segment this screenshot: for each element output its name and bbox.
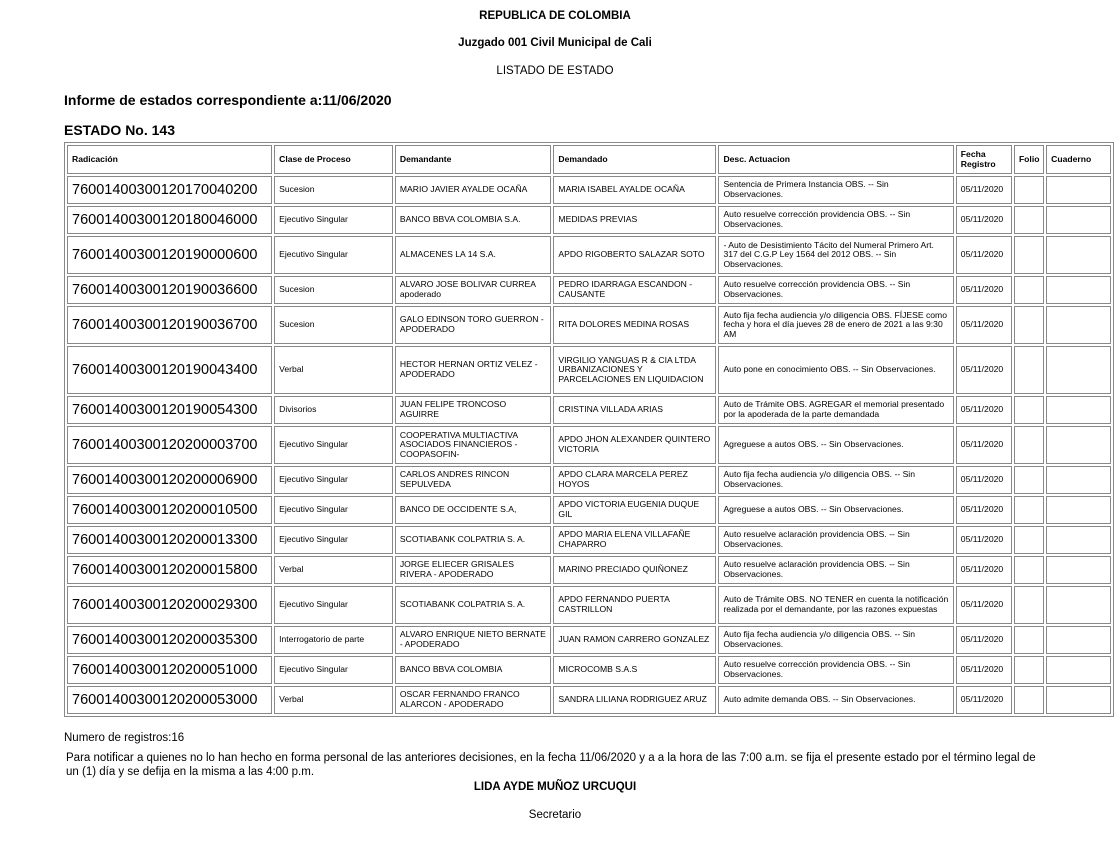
cell-folio: [1014, 656, 1044, 684]
cell-fecha: 05/11/2020: [956, 206, 1012, 234]
cell-demandante: COOPERATIVA MULTIACTIVA ASOCIADOS FINANCIEROS - COOPASOFIN-: [395, 426, 552, 464]
notificacion-text: Para notificar a quienes no lo han hecho en forma personal de las anteriores decisiones, en la fecha 11/06/2020 y a a la hora de las 7:00 a.m. se fija el presente estado por el término legal de un (1) día y se defija en la misma a las 4:00 p.m.: [66, 752, 1036, 778]
cell-folio: [1014, 306, 1044, 344]
cell-clase: Sucesion: [274, 306, 393, 344]
cell-fecha: 05/11/2020: [956, 396, 1012, 424]
table-row: [67, 276, 1111, 304]
cell-actuacion: Auto fija fecha audiencia y/o diligencia OBS. -- Sin Observaciones.: [718, 626, 953, 654]
cell-clase: Sucesion: [274, 176, 393, 204]
cell-demandado: MICROCOMB S.A.S: [553, 656, 716, 684]
cell-demandado: APDO RIGOBERTO SALAZAR SOTO: [553, 236, 716, 274]
cell-demandante: MARIO JAVIER AYALDE OCAÑA: [395, 176, 552, 204]
cell-clase: Ejecutivo Singular: [274, 496, 393, 524]
cell-folio: [1014, 346, 1044, 394]
document-header-republica: REPUBLICA DE COLOMBIA: [479, 10, 631, 22]
column-header-cuaderno: Cuaderno: [1046, 145, 1111, 174]
cell-demandante: JORGE ELIECER GRISALES RIVERA - APODERADO: [395, 556, 552, 584]
document-header-listado: LISTADO DE ESTADO: [496, 65, 614, 77]
cell-fecha: 05/11/2020: [956, 176, 1012, 204]
cell-radicacion: 76001400300120200051000: [67, 656, 272, 684]
table-row: [67, 686, 1111, 714]
informe-title: Informe de estados correspondiente a:11/06/2020: [64, 92, 392, 108]
table-body: [67, 176, 1111, 714]
estados-table-container: [64, 142, 1092, 717]
column-header-actuacion: Desc. Actuacion: [718, 145, 953, 174]
estados-table: [64, 142, 1114, 717]
cell-folio: [1014, 236, 1044, 274]
cell-clase: Verbal: [274, 686, 393, 714]
cell-demandante: CARLOS ANDRES RINCON SEPULVEDA: [395, 466, 552, 494]
table-row: [67, 176, 1111, 204]
cell-demandado: PEDRO IDARRAGA ESCANDON - CAUSANTE: [553, 276, 716, 304]
cell-folio: [1014, 526, 1044, 554]
cell-demandante: SCOTIABANK COLPATRIA S. A.: [395, 586, 552, 624]
table-row: [67, 586, 1111, 624]
cell-demandante: ALVARO JOSE BOLIVAR CURREA apoderado: [395, 276, 552, 304]
table-header-row: [67, 145, 1111, 174]
cell-fecha: 05/11/2020: [956, 426, 1012, 464]
cell-demandado: JUAN RAMON CARRERO GONZALEZ: [553, 626, 716, 654]
cell-fecha: 05/11/2020: [956, 526, 1012, 554]
cell-actuacion: Auto de Trámite OBS. AGREGAR el memorial presentado por la apoderada de la parte demandada: [718, 396, 953, 424]
cell-radicacion: 76001400300120180046000: [67, 206, 272, 234]
table-row: [67, 346, 1111, 394]
cell-radicacion: 76001400300120200003700: [67, 426, 272, 464]
cell-actuacion: Auto fija fecha audiencia y/o diligencia OBS. FÍJESE como fecha y hora el día jueves 28 de enero de 2021 a las 9:30 AM: [718, 306, 953, 344]
cell-radicacion: 76001400300120190054300: [67, 396, 272, 424]
cell-folio: [1014, 426, 1044, 464]
cell-actuacion: Agreguese a autos OBS. -- Sin Observaciones.: [718, 426, 953, 464]
cell-radicacion: 76001400300120200053000: [67, 686, 272, 714]
cell-clase: Verbal: [274, 556, 393, 584]
cell-clase: Sucesion: [274, 276, 393, 304]
cell-demandado: APDO VICTORIA EUGENIA DUQUE GIL: [553, 496, 716, 524]
cell-demandado: MARINO PRECIADO QUIÑONEZ: [553, 556, 716, 584]
cell-actuacion: Auto pone en conocimiento OBS. -- Sin Observaciones.: [718, 346, 953, 394]
cell-radicacion: 76001400300120200015800: [67, 556, 272, 584]
cell-actuacion: Auto resuelve corrección providencia OBS. -- Sin Observaciones.: [718, 276, 953, 304]
cell-cuaderno: [1046, 686, 1111, 714]
cell-fecha: 05/11/2020: [956, 496, 1012, 524]
cell-cuaderno: [1046, 556, 1111, 584]
cell-cuaderno: [1046, 626, 1111, 654]
cell-actuacion: Auto resuelve corrección providencia OBS. -- Sin Observaciones.: [718, 206, 953, 234]
cell-clase: Ejecutivo Singular: [274, 656, 393, 684]
column-header-fecha: Fecha Registro: [956, 145, 1012, 174]
cell-demandante: ALVARO ENRIQUE NIETO BERNATE - APODERADO: [395, 626, 552, 654]
cell-folio: [1014, 276, 1044, 304]
cell-clase: Interrogatorio de parte: [274, 626, 393, 654]
table-row: [67, 556, 1111, 584]
cell-clase: Ejecutivo Singular: [274, 236, 393, 274]
cell-demandante: ALMACENES LA 14 S.A.: [395, 236, 552, 274]
table-row: [67, 306, 1111, 344]
cell-folio: [1014, 466, 1044, 494]
table-row: [67, 236, 1111, 274]
cell-demandado: APDO JHON ALEXANDER QUINTERO VICTORIA: [553, 426, 716, 464]
cell-demandante: BANCO DE OCCIDENTE S.A,: [395, 496, 552, 524]
cell-demandado: APDO CLARA MARCELA PEREZ HOYOS: [553, 466, 716, 494]
cell-cuaderno: [1046, 236, 1111, 274]
cell-cuaderno: [1046, 426, 1111, 464]
cell-cuaderno: [1046, 586, 1111, 624]
cell-radicacion: 76001400300120170040200: [67, 176, 272, 204]
column-header-radicacion: Radicación: [67, 145, 272, 174]
table-row: [67, 466, 1111, 494]
cell-fecha: 05/11/2020: [956, 556, 1012, 584]
cell-demandante: SCOTIABANK COLPATRIA S. A.: [395, 526, 552, 554]
cell-demandante: JUAN FELIPE TRONCOSO AGUIRRE: [395, 396, 552, 424]
cell-fecha: 05/11/2020: [956, 686, 1012, 714]
cell-demandado: APDO MARIA ELENA VILLAFAÑE CHAPARRO: [553, 526, 716, 554]
cell-actuacion: Agreguese a autos OBS. -- Sin Observaciones.: [718, 496, 953, 524]
table-row: [67, 426, 1111, 464]
cell-radicacion: 76001400300120200029300: [67, 586, 272, 624]
cell-radicacion: 76001400300120200013300: [67, 526, 272, 554]
cell-demandante: BANCO BBVA COLOMBIA S.A.: [395, 206, 552, 234]
cell-cuaderno: [1046, 656, 1111, 684]
cell-demandado: VIRGILIO YANGUAS R & CIA LTDA URBANIZACIONES Y PARCELACIONES EN LIQUIDACION: [553, 346, 716, 394]
column-header-clase: Clase de Proceso: [274, 145, 393, 174]
document-header-juzgado: Juzgado 001 Civil Municipal de Cali: [458, 37, 652, 49]
cell-demandado: RITA DOLORES MEDINA ROSAS: [553, 306, 716, 344]
cell-folio: [1014, 176, 1044, 204]
cell-fecha: 05/11/2020: [956, 466, 1012, 494]
table-row: [67, 496, 1111, 524]
cell-cuaderno: [1046, 496, 1111, 524]
cell-radicacion: 76001400300120190000600: [67, 236, 272, 274]
cell-radicacion: 76001400300120200035300: [67, 626, 272, 654]
cell-demandado: SANDRA LILIANA RODRIGUEZ ARUZ: [553, 686, 716, 714]
cell-actuacion: Auto resuelve aclaración providencia OBS. -- Sin Observaciones.: [718, 526, 953, 554]
cell-clase: Ejecutivo Singular: [274, 426, 393, 464]
cell-demandante: BANCO BBVA COLOMBIA: [395, 656, 552, 684]
cell-actuacion: Auto de Trámite OBS. NO TENER en cuenta la notificación realizada por el demandante, por las razones expuestas: [718, 586, 953, 624]
cell-clase: Ejecutivo Singular: [274, 586, 393, 624]
column-header-demandante: Demandante: [395, 145, 552, 174]
cell-demandado: CRISTINA VILLADA ARIAS: [553, 396, 716, 424]
cell-clase: Ejecutivo Singular: [274, 206, 393, 234]
firma-cargo: Secretario: [528, 809, 582, 821]
cell-folio: [1014, 586, 1044, 624]
cell-fecha: 05/11/2020: [956, 656, 1012, 684]
cell-fecha: 05/11/2020: [956, 346, 1012, 394]
cell-radicacion: 76001400300120190036600: [67, 276, 272, 304]
column-header-demandado: Demandado: [553, 145, 716, 174]
cell-clase: Divisorios: [274, 396, 393, 424]
cell-folio: [1014, 206, 1044, 234]
cell-demandante: GALO EDINSON TORO GUERRON - APODERADO: [395, 306, 552, 344]
table-row: [67, 526, 1111, 554]
cell-actuacion: Sentencia de Primera Instancia OBS. -- Sin Observaciones.: [718, 176, 953, 204]
cell-folio: [1014, 626, 1044, 654]
cell-folio: [1014, 496, 1044, 524]
cell-fecha: 05/11/2020: [956, 586, 1012, 624]
cell-clase: Ejecutivo Singular: [274, 466, 393, 494]
cell-clase: Ejecutivo Singular: [274, 526, 393, 554]
cell-radicacion: 76001400300120190043400: [67, 346, 272, 394]
cell-clase: Verbal: [274, 346, 393, 394]
cell-demandante: OSCAR FERNANDO FRANCO ALARCON - APODERADO: [395, 686, 552, 714]
cell-cuaderno: [1046, 306, 1111, 344]
cell-fecha: 05/11/2020: [956, 276, 1012, 304]
cell-actuacion: Auto resuelve corrección providencia OBS. -- Sin Observaciones.: [718, 656, 953, 684]
numero-registros: Numero de registros:16: [64, 732, 185, 744]
cell-fecha: 05/11/2020: [956, 626, 1012, 654]
cell-fecha: 05/11/2020: [956, 306, 1012, 344]
table-row: [67, 396, 1111, 424]
cell-cuaderno: [1046, 396, 1111, 424]
table-row: [67, 626, 1111, 654]
estado-number: ESTADO No. 143: [64, 122, 175, 138]
cell-actuacion: Auto resuelve aclaración providencia OBS. -- Sin Observaciones.: [718, 556, 953, 584]
column-header-folio: Folio: [1014, 145, 1044, 174]
cell-cuaderno: [1046, 526, 1111, 554]
cell-radicacion: 76001400300120200006900: [67, 466, 272, 494]
cell-radicacion: 76001400300120200010500: [67, 496, 272, 524]
cell-cuaderno: [1046, 346, 1111, 394]
table-row: [67, 206, 1111, 234]
cell-folio: [1014, 686, 1044, 714]
cell-demandado: APDO FERNANDO PUERTA CASTRILLON: [553, 586, 716, 624]
cell-radicacion: 76001400300120190036700: [67, 306, 272, 344]
cell-fecha: 05/11/2020: [956, 236, 1012, 274]
cell-cuaderno: [1046, 276, 1111, 304]
cell-folio: [1014, 396, 1044, 424]
cell-actuacion: Auto fija fecha audiencia y/o diligencia OBS. -- Sin Observaciones.: [718, 466, 953, 494]
cell-demandado: MARIA ISABEL AYALDE OCAÑA: [553, 176, 716, 204]
cell-actuacion: Auto admite demanda OBS. -- Sin Observaciones.: [718, 686, 953, 714]
table-row: [67, 656, 1111, 684]
cell-folio: [1014, 556, 1044, 584]
cell-cuaderno: [1046, 206, 1111, 234]
cell-demandado: MEDIDAS PREVIAS: [553, 206, 716, 234]
cell-demandante: HECTOR HERNAN ORTIZ VELEZ - APODERADO: [395, 346, 552, 394]
firma-name: LIDA AYDE MUÑOZ URCUQUI: [473, 781, 637, 793]
cell-cuaderno: [1046, 176, 1111, 204]
cell-cuaderno: [1046, 466, 1111, 494]
cell-actuacion: - Auto de Desistimiento Tácito del Numeral Primero Art. 317 del C.G.P Ley 1564 del 2012 OBS. -- Sin Observaciones.: [718, 236, 953, 274]
